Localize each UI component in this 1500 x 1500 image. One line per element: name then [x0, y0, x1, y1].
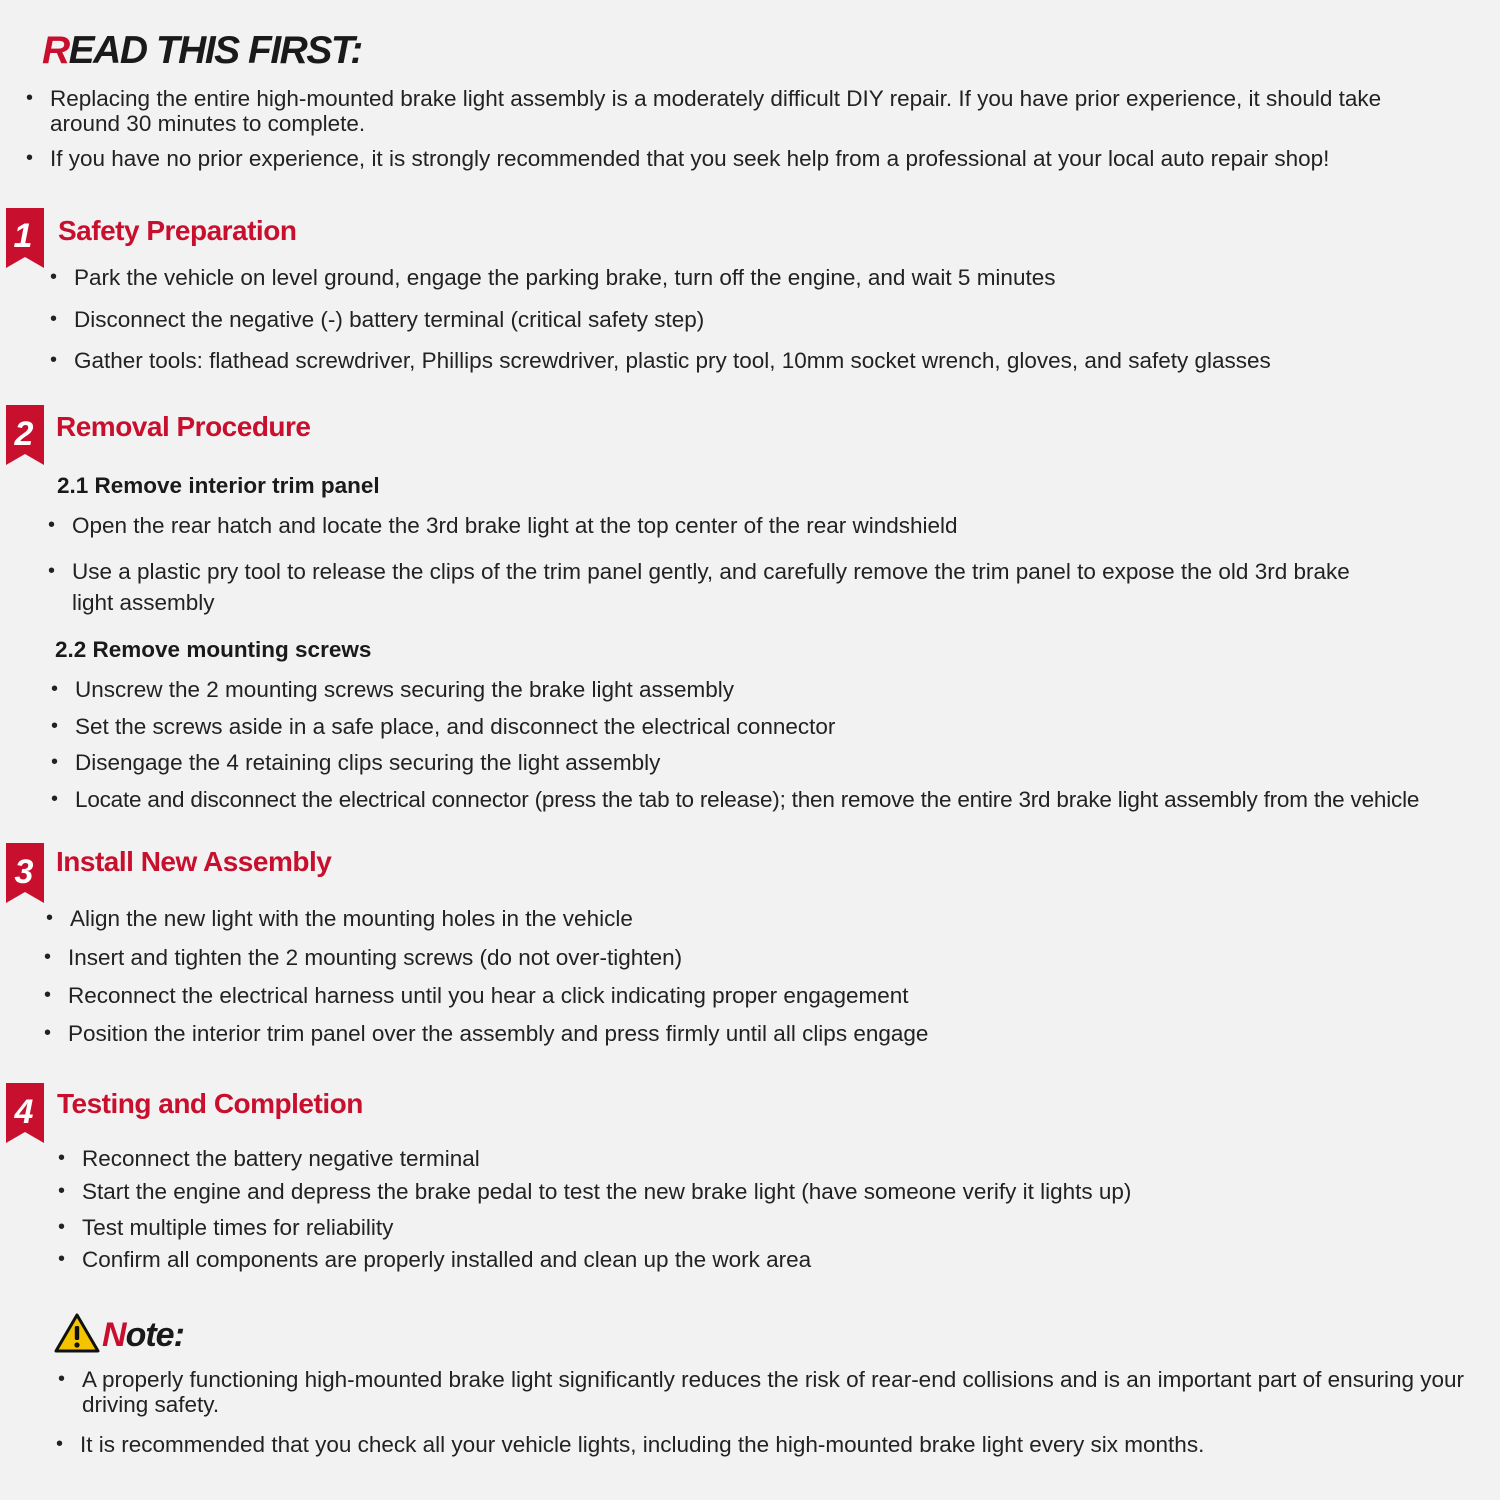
list-item: • A properly functioning high-mounted brake light significantly reduces the risk of rear-end collisions and is an important part of ensuring your driving safety.	[82, 1367, 1472, 1417]
read-this-first-title	[42, 28, 362, 75]
step-4-list	[82, 1146, 1382, 1272]
list-item: • Gather tools: flathead screwdriver, Phillips screwdriver, plastic pry tool, 10mm socket wrench, gloves, and safety glasses	[74, 348, 1474, 373]
note-heading	[102, 1316, 184, 1355]
list-item: • It is recommended that you check all your vehicle lights, including the high-mounted brake light every six months.	[80, 1432, 1470, 1457]
step-title-testing-and-completion: Testing and Completion	[57, 1088, 363, 1119]
step-number: 3	[14, 853, 34, 891]
step-number-badge-4	[6, 1083, 44, 1143]
list-item: • Locate and disconnect the electrical connector (press the tab to release); then remove the entire 3rd brake light assembly from the vehicle	[75, 787, 1495, 812]
list-item: • Disengage the 4 retaining clips securing the light assembly	[75, 750, 1495, 775]
note-rest: ote:	[125, 1315, 184, 1354]
list-item: • Unscrew the 2 mounting screws securing the brake light assembly	[75, 677, 1495, 702]
list-item: • Start the engine and depress the brake pedal to test the new brake light (have someone verify it lights up)	[82, 1179, 1382, 1204]
list-item: • If you have no prior experience, it is strongly recommended that you seek help from a professional at your local auto repair shop!	[50, 146, 1450, 171]
list-item: • Align the new light with the mounting holes in the vehicle	[70, 906, 1370, 931]
step-title-removal-procedure: Removal Procedure	[56, 411, 311, 442]
list-item: • Reconnect the battery negative terminal	[82, 1146, 1382, 1171]
step-number-badge-1	[6, 208, 44, 268]
note-title	[54, 1312, 184, 1358]
list-item: • Open the rear hatch and locate the 3rd brake light at the top center of the rear windshield	[72, 513, 1382, 538]
list-item: • Position the interior trim panel over the assembly and press firmly until all clips engage	[68, 1021, 1368, 1046]
step-3-list	[70, 906, 1370, 1046]
step-title-safety-preparation: Safety Preparation	[58, 215, 297, 246]
step-number-badge-2	[6, 405, 44, 465]
step-number: 1	[13, 217, 33, 255]
note-list	[82, 1367, 1472, 1457]
list-item: • Disconnect the negative (-) battery terminal (critical safety step)	[74, 307, 1474, 332]
list-item: • Insert and tighten the 2 mounting screws (do not over-tighten)	[68, 945, 1368, 970]
list-item: • Use a plastic pry tool to release the clips of the trim panel gently, and carefully remove the trim panel to expose the old 3rd brake light assembly	[72, 556, 1382, 618]
list-item: • Test multiple times for reliability	[82, 1215, 1382, 1240]
step-2-1-list	[72, 513, 1382, 618]
subsection-title-2-2: 2.2 Remove mounting screws	[55, 637, 372, 662]
step-number: 2	[14, 415, 34, 453]
step-2-2-list	[75, 677, 1495, 812]
step-1-list	[74, 265, 1474, 373]
list-item: • Set the screws aside in a safe place, and disconnect the electrical connector	[75, 714, 1495, 739]
list-item: • Park the vehicle on level ground, engage the parking brake, turn off the engine, and wait 5 minutes	[74, 265, 1474, 290]
step-title-install-new-assembly: Install New Assembly	[56, 846, 332, 877]
list-item: • Confirm all components are properly installed and clean up the work area	[82, 1247, 1382, 1272]
intro-list	[50, 86, 1450, 181]
step-number: 4	[14, 1093, 34, 1131]
subsection-title-2-1: 2.1 Remove interior trim panel	[57, 473, 380, 498]
list-item: • Reconnect the electrical harness until you hear a click indicating proper engagement	[68, 983, 1368, 1008]
list-item: • Replacing the entire high-mounted brake light assembly is a moderately difficult DIY repair. If you have prior experience, it should take around 30 minutes to complete.	[50, 86, 1410, 136]
warning-icon	[54, 1313, 100, 1358]
title-first-letter: R	[42, 29, 69, 72]
step-number-badge-3	[6, 843, 44, 903]
title-rest: EAD THIS FIRST:	[68, 29, 362, 72]
note-first-letter: N	[102, 1315, 126, 1354]
